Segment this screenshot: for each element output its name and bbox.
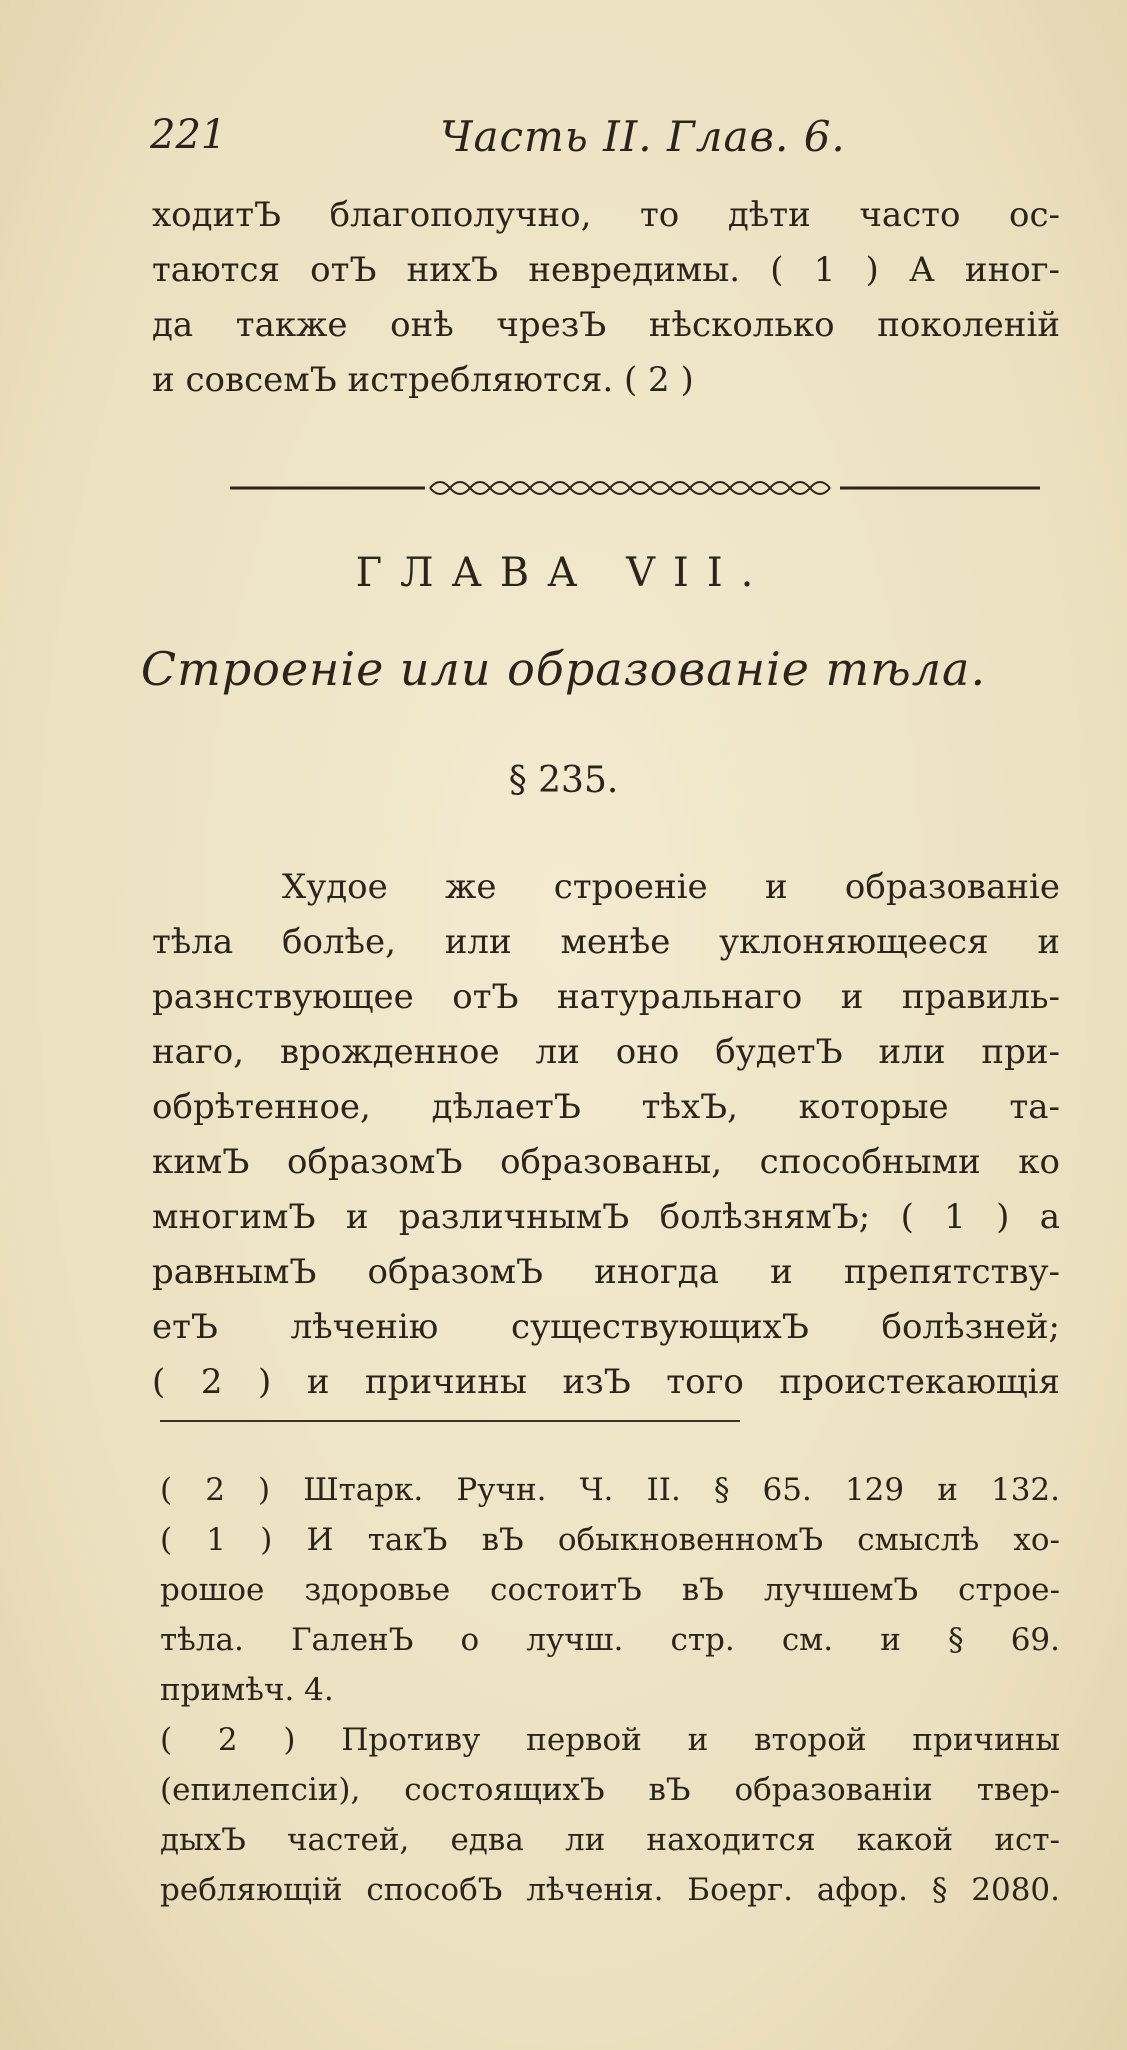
footnote-line: дыхЪ частей, едва ли находится какой ист- xyxy=(160,1822,1060,1858)
ornamental-divider xyxy=(230,468,1040,504)
text-line: ходитЪ благополучно, то дѣти часто ос- xyxy=(152,195,1060,235)
chapter-subtitle: Строенiе или образованiе тѣла. xyxy=(140,642,987,696)
running-head: Часть II. Глав. 6. xyxy=(440,112,846,161)
chapter-title: ГЛАВА VII. xyxy=(355,550,772,596)
page-header xyxy=(150,112,910,172)
intro-paragraph xyxy=(152,188,1060,408)
text-line: многимЪ и различнымЪ болѣзнямЪ; ( 1 ) а xyxy=(152,1197,1060,1237)
footnote-line: тѣла. ГаленЪ о лучш. стр. см. и § 69. xyxy=(160,1622,1060,1658)
footnote-line: ребляющiй способЪ лѣченiя. Боерг. афор. § 2080. xyxy=(160,1872,1060,1908)
text-line: обрѣтенное, дѣлаетЪ тѣхЪ, которые та- xyxy=(152,1087,1060,1127)
footnote-line: рошое здоровье состоитЪ вЪ лучшемЪ строе- xyxy=(160,1572,1060,1608)
text-line: да также онѣ чрезЪ нѣсколько поколенiй xyxy=(152,305,1060,345)
text-line: кимЪ образомЪ образованы, способными ко xyxy=(152,1142,1060,1182)
footnote-line: ( 2 ) Противу первой и второй причины xyxy=(160,1722,1060,1758)
text-line: таются отЪ нихЪ невредимы. ( 1 ) А иног- xyxy=(152,250,1060,290)
page-number: 221 xyxy=(150,112,227,158)
footnote-line: примѣч. 4. xyxy=(160,1672,334,1708)
footnote-line: ( 1 ) И такЪ вЪ обыкновенномЪ смыслѣ хо- xyxy=(160,1522,1060,1558)
text-line: разнствующее отЪ натуральнаго и правиль- xyxy=(152,977,1060,1017)
text-line: наго, врожденное ли оно будетЪ или при- xyxy=(152,1032,1060,1072)
text-line: равнымЪ образомЪ иногда и препятству- xyxy=(152,1252,1060,1292)
section-number: § 235. xyxy=(508,760,619,801)
text-line: Худое же строенiе и образованiе xyxy=(282,867,1060,907)
body-paragraph xyxy=(152,860,1060,1410)
text-line: тѣла болѣе, или менѣе уклоняющееся и xyxy=(152,922,1060,962)
footnote-line: ( 2 ) Штарк. Ручн. Ч. II. § 65. 129 и 132. xyxy=(160,1472,1060,1508)
text-line: и совсемЪ истребляются. ( 2 ) xyxy=(152,360,694,400)
text-line: етЪ лѣченiю существующихЪ болѣзней; xyxy=(152,1307,1060,1347)
footnotes xyxy=(160,1465,1060,1915)
footnote-line: (епилепсiи), состоящихЪ вЪ образованiи твер- xyxy=(160,1772,1060,1808)
text-line: ( 2 ) и причины изЪ того проистекающiя xyxy=(152,1362,1060,1402)
footnote-rule xyxy=(160,1420,740,1422)
